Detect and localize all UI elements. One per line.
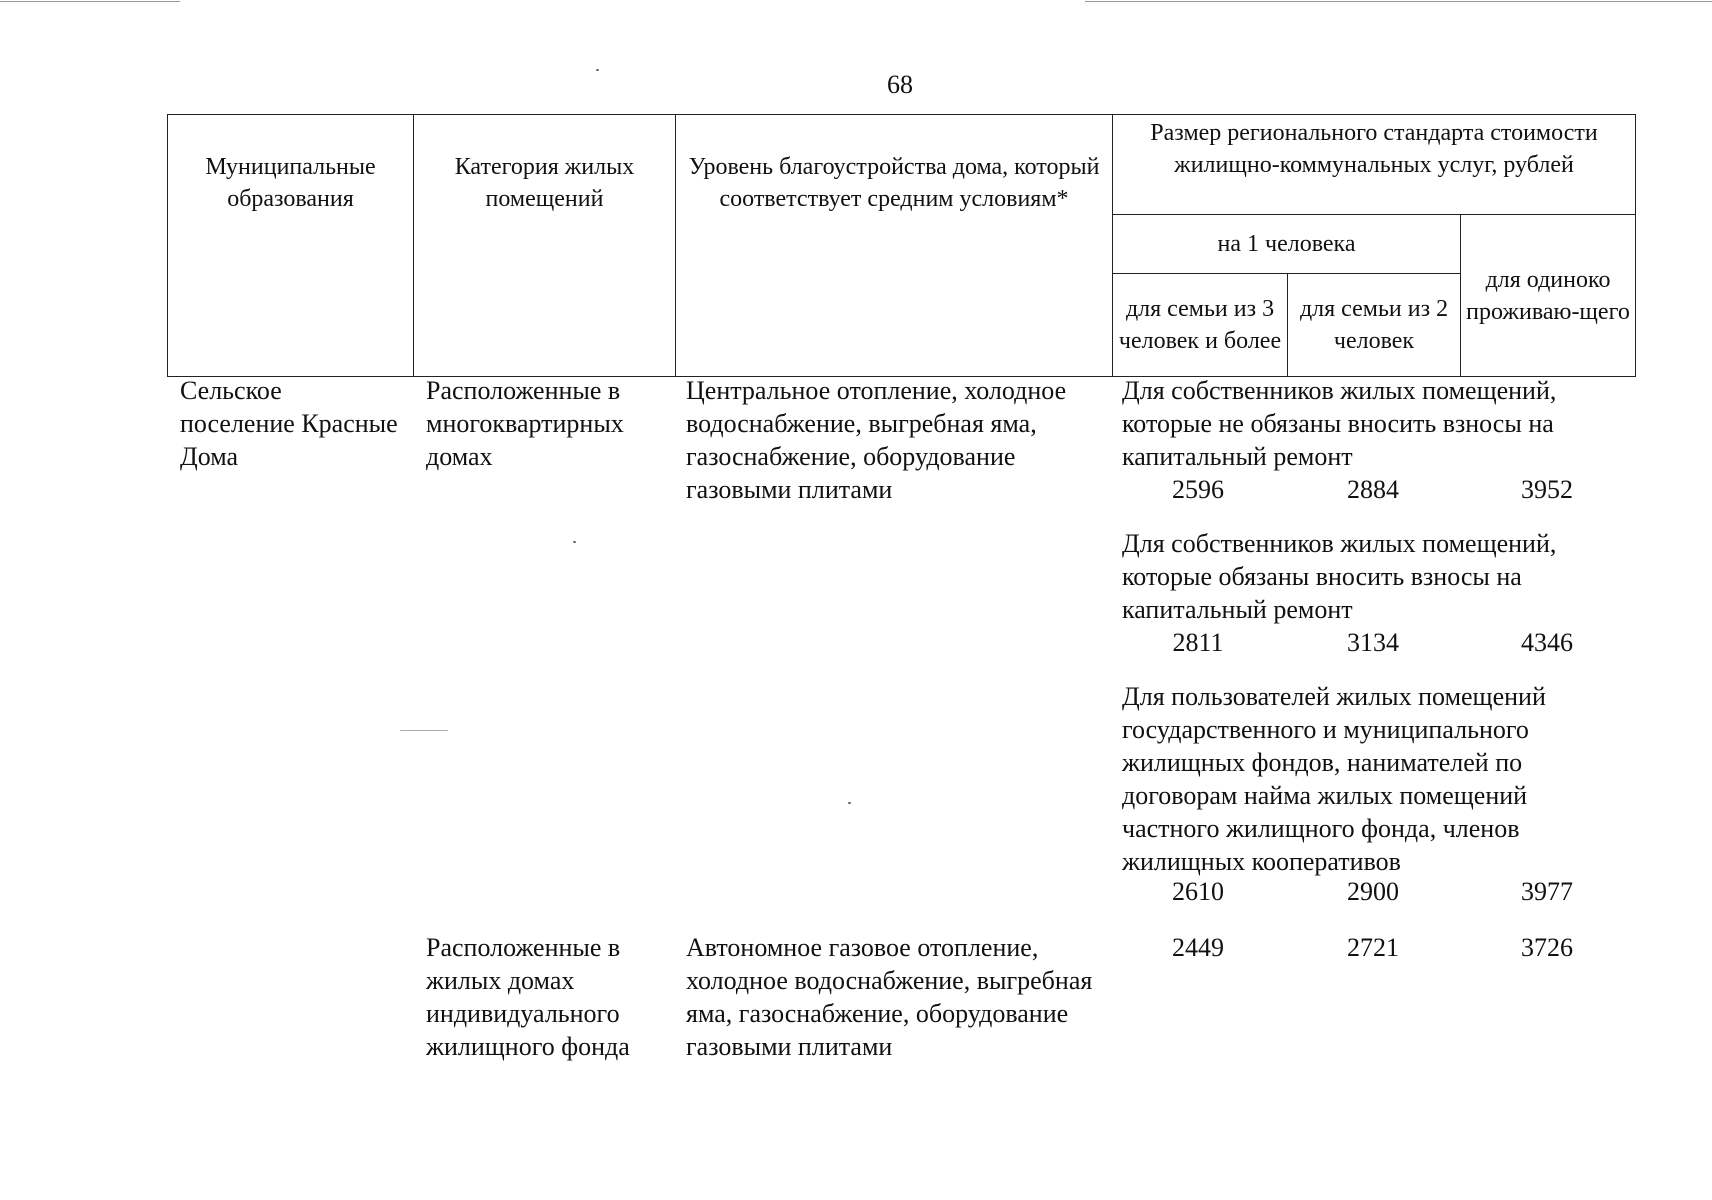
header-category: Категория жилых помещений	[414, 115, 676, 377]
group2-value-family2: 3134	[1347, 628, 1399, 657]
row2-value-family2: 2721	[1347, 933, 1399, 962]
row1-level: Центральное отопление, холодное водоснабжение, выгребная яма, газоснабжение, оборудование газовыми плитами	[686, 376, 1067, 504]
row2-category: Расположенные в жилых домах индивидуального жилищного фонда	[426, 933, 630, 1061]
group1-value-family2: 2884	[1347, 475, 1399, 504]
header-single: для одиноко проживаю-щего	[1461, 215, 1636, 377]
page-number: 68	[887, 70, 913, 99]
table-header	[167, 114, 1636, 377]
header-per-person: на 1 человека	[1113, 215, 1461, 274]
group3-value-family2: 2900	[1347, 877, 1399, 906]
header-level: Уровень благоустройства дома, который соответствует средним условиям*	[676, 115, 1113, 377]
row1-category: Расположенные в многоквартирных домах	[426, 376, 624, 471]
scan-edge-line	[1085, 1, 1712, 2]
group2-value-family3: 2811	[1172, 628, 1224, 657]
header-municipality: Муниципальные образования	[168, 115, 414, 377]
group1-label: Для собственников жилых помещений, которые не обязаны вносить взносы на капитальный ремонт	[1122, 376, 1557, 471]
group1-value-family3: 2596	[1172, 475, 1224, 504]
group3-value-family3: 2610	[1172, 877, 1224, 906]
scan-edge-line	[0, 1, 180, 2]
row2-value-family3: 2449	[1172, 933, 1224, 962]
scan-speck	[573, 541, 576, 543]
municipality-name: Сельское поселение Красные Дома	[180, 376, 398, 471]
group1-value-single: 3952	[1521, 475, 1573, 504]
row2-value-single: 3726	[1521, 933, 1573, 962]
header-family3: для семьи из 3 человек и более	[1113, 274, 1288, 377]
row2-level: Автономное газовое отопление, холодное водоснабжение, выгребная яма, газоснабжение, оборудование газовыми плитами	[686, 933, 1093, 1061]
group2-value-single: 4346	[1521, 628, 1573, 657]
scan-speck	[596, 69, 599, 71]
group3-label: Для пользователей жилых помещений государственного и муниципального жилищных фондов, нанимателей по договорам найма жилых помещений частного жилищного фонда, членов жилищных кооперативов	[1122, 682, 1546, 876]
scan-speck	[400, 730, 448, 731]
header-standard: Размер регионального стандарта стоимости жилищно-коммунальных услуг, рублей	[1113, 115, 1636, 215]
group3-value-single: 3977	[1521, 877, 1573, 906]
group2-label: Для собственников жилых помещений, которые обязаны вносить взносы на капитальный ремонт	[1122, 529, 1557, 624]
scan-speck	[848, 802, 851, 804]
header-family2: для семьи из 2 человек	[1288, 274, 1461, 377]
